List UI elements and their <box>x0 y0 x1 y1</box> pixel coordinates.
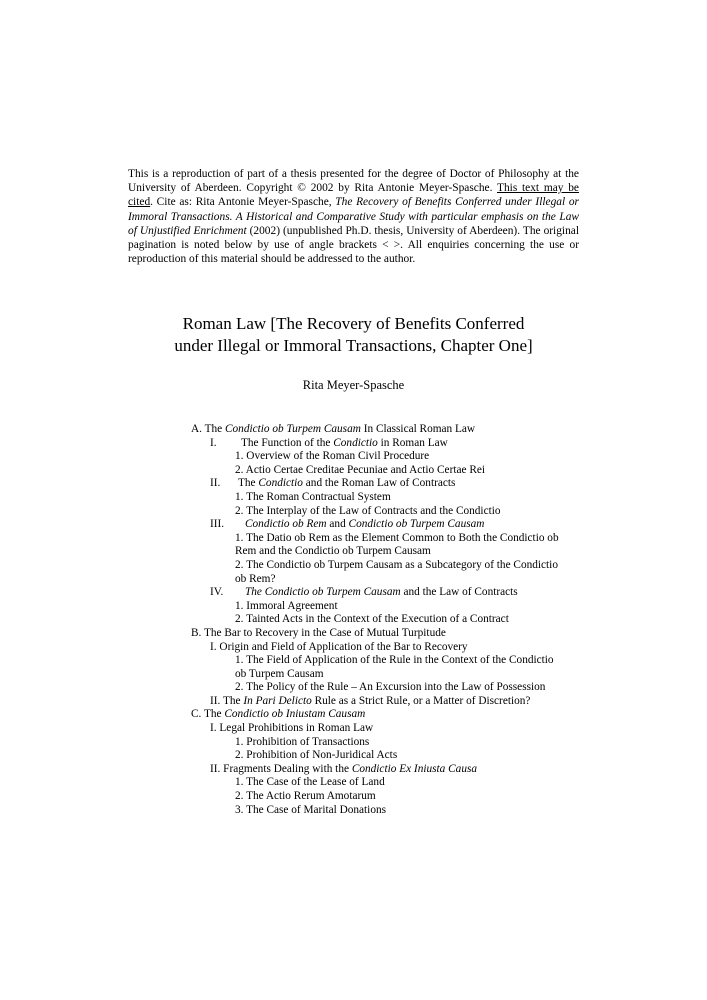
toc-item: 3. The Case of Marital Donations <box>235 803 387 816</box>
toc-section-a-ii: II. The Condictio and the Roman Law of Contracts <box>210 477 456 490</box>
toc-item-continued: ob Rem? <box>235 572 276 585</box>
toc-item: 1. The Case of the Lease of Land <box>235 776 385 789</box>
toc-item-continued: ob Turpem Causam <box>235 667 324 680</box>
toc-section-b-i: I. Origin and Field of Application of the Bar to Recovery <box>210 640 468 653</box>
toc-item-continued: Rem and the Condictio ob Turpem Causam <box>235 545 431 558</box>
toc-item: 1. Immoral Agreement <box>235 599 338 612</box>
toc-item: 1. The Field of Application of the Rule in the Context of the Condictio <box>235 654 554 667</box>
copyright-notice <box>128 167 579 266</box>
toc-item: 2. The Actio Rerum Amotarum <box>235 790 376 803</box>
author-name: Rita Meyer-Spasche <box>302 378 405 392</box>
toc-section-a-iii: III. Condictio ob Rem and Condictio ob Turpem Causam <box>210 518 485 531</box>
notice-text-1: This is a reproduction of part of a thesis presented for the degree of Doctor of Philosophy at the University of Aberdeen. Copyright © 2002 by Rita Antonie Meyer-Spasche. <box>128 168 579 195</box>
toc-item: 1. The Roman Contractual System <box>235 490 391 503</box>
toc-section-c-ii: II. Fragments Dealing with the Condictio Ex Iniusta Causa <box>210 762 478 775</box>
toc-section-a: A. The Condictio ob Turpem Causam In Classical Roman Law <box>191 423 476 435</box>
thesis-title-citation: The Recovery of Benefits Conferred under Illegal or Immoral Transactions. A Historical and Comparative Study with particular emphasis on the Law of Unjustified Enrichment <box>128 196 579 237</box>
citation-permission-link[interactable]: This text may be cited <box>128 182 579 209</box>
toc-item: 2. Tainted Acts in the Context of the Execution of a Contract <box>235 613 509 626</box>
notice-text-2: . Cite as: Rita Antonie Meyer-Spasche, <box>150 196 336 209</box>
toc-section-a-iv: IV. The Condictio ob Turpem Causam and the Law of Contracts <box>210 586 518 599</box>
toc-section-b: B. The Bar to Recovery in the Case of Mutual Turpitude <box>191 626 446 639</box>
toc-section-a-i: I. The Function of the Condictio in Roman Law <box>210 436 448 449</box>
toc-section-c: C. The Condictio ob Iniustam Causam <box>191 708 366 721</box>
toc-item: 1. The Datio ob Rem as the Element Common to Both the Condictio ob <box>235 531 559 544</box>
notice-text-3: (2002) (unpublished Ph.D. thesis, University of Aberdeen). The original pagination is noted below by use of angle brackets < >. All enquiries concerning the use or reproduction of this material should be addressed to the author. <box>128 224 579 266</box>
toc-item: 1. Prohibition of Transactions <box>235 735 370 748</box>
table-of-contents <box>191 423 591 817</box>
toc-item: 2. The Policy of the Rule – An Excursion into the Law of Possession <box>235 681 546 694</box>
toc-item: 2. Actio Certae Creditae Pecuniae and Actio Certae Rei <box>235 463 486 476</box>
toc-section-c-i: I. Legal Prohibitions in Roman Law <box>210 722 374 735</box>
toc-item: 1. Overview of the Roman Civil Procedure <box>235 450 430 463</box>
document-title <box>0 313 707 357</box>
title-line-1: Roman Law [The Recovery of Benefits Conferred <box>182 314 525 333</box>
toc-item: 2. The Condictio ob Turpem Causam as a Subcategory of the Condictio <box>235 558 558 571</box>
toc-item: 2. The Interplay of the Law of Contracts and the Condictio <box>235 504 501 517</box>
toc-section-b-ii: II. The In Pari Delicto Rule as a Strict Rule, or a Matter of Discretion? <box>210 694 531 707</box>
toc-item: 2. Prohibition of Non-Juridical Acts <box>235 749 398 762</box>
title-line-2: under Illegal or Immoral Transactions, Chapter One] <box>174 336 533 355</box>
